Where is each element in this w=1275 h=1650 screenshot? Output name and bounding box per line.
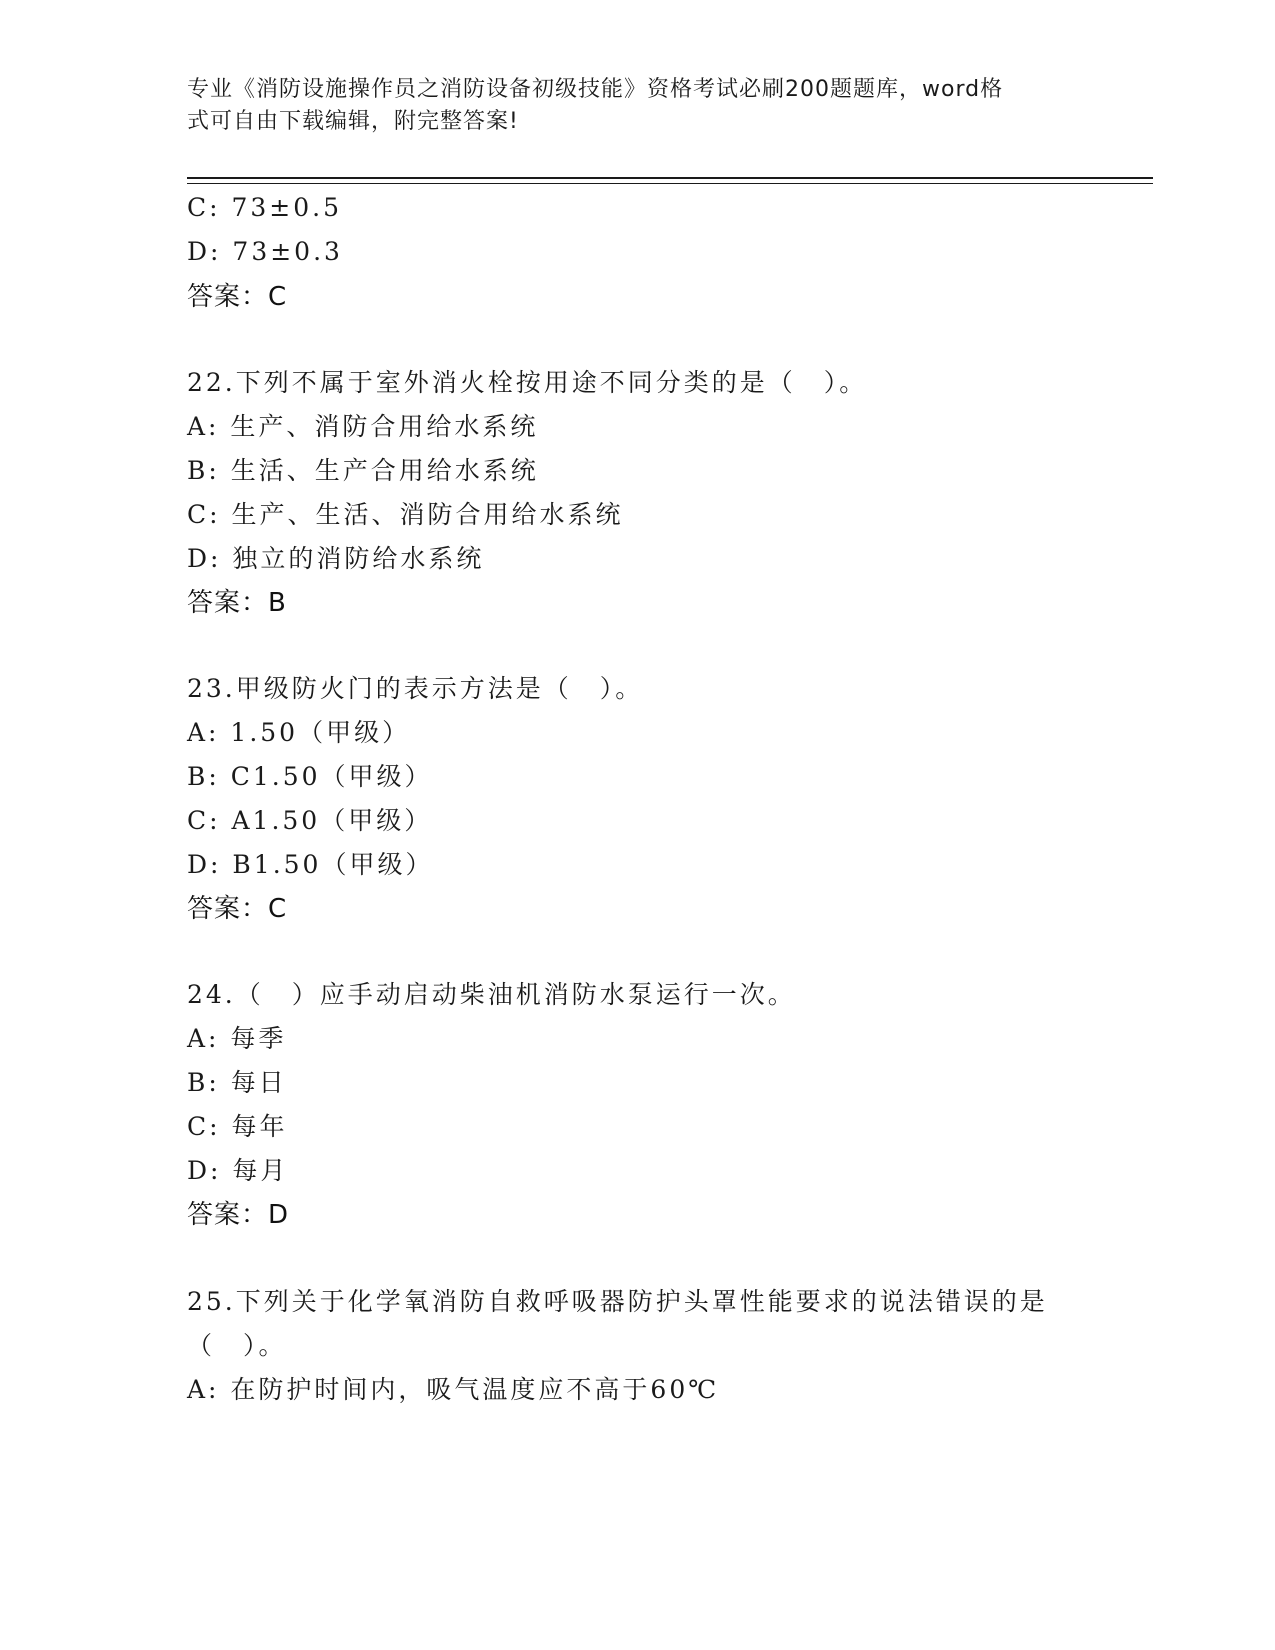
q23-option-d: D: B1.50（甲级） (187, 850, 434, 879)
q21-option-d: D: 73±0.3 (187, 237, 343, 266)
header-divider-thin (187, 183, 1153, 184)
q22-question: 22.下列不属于室外消火栓按用途不同分类的是（ ）。 (187, 368, 868, 397)
q24-option-c: C: 每年 (187, 1112, 288, 1141)
q24-question: 24.（ ）应手动启动柴油机消防水泵运行一次。 (187, 980, 796, 1009)
header-line-2: 式可自由下载编辑，附完整答案! (187, 109, 519, 134)
q25-question-line-2: （ ）。 (187, 1331, 287, 1360)
q22-option-c: C: 生产、生活、消防合用给水系统 (187, 500, 624, 529)
document-header (187, 74, 1077, 138)
q23-option-a: A: 1.50（甲级） (187, 718, 411, 747)
q24-option-d: D: 每月 (187, 1156, 289, 1185)
q21-answer: 答案：C (187, 282, 288, 312)
q23-answer: 答案：C (187, 894, 288, 924)
q22-option-d: D: 独立的消防给水系统 (187, 544, 485, 573)
q23-question: 23.甲级防火门的表示方法是（ ）。 (187, 674, 644, 703)
q24-answer: 答案：D (187, 1200, 290, 1230)
q24-option-b: B: 每日 (187, 1068, 287, 1097)
q22-option-b: B: 生活、生产合用给水系统 (187, 456, 539, 485)
q22-answer: 答案：B (187, 588, 287, 618)
q21-option-c: C: 73±0.5 (187, 193, 343, 222)
header-line-1: 专业《消防设施操作员之消防设备初级技能》资格考试必刷200题题库，word格 (187, 77, 1004, 102)
q25-option-a: A: 在防护时间内，吸气温度应不高于60℃ (187, 1375, 720, 1404)
header-divider-thick (187, 177, 1153, 179)
q23-option-c: C: A1.50（甲级） (187, 806, 433, 835)
q25-question-line-1: 25.下列关于化学氧消防自救呼吸器防护头罩性能要求的说法错误的是 (187, 1287, 1048, 1316)
q23-option-b: B: C1.50（甲级） (187, 762, 433, 791)
q24-option-a: A: 每季 (187, 1024, 287, 1053)
q22-option-a: A: 生产、消防合用给水系统 (187, 412, 539, 441)
